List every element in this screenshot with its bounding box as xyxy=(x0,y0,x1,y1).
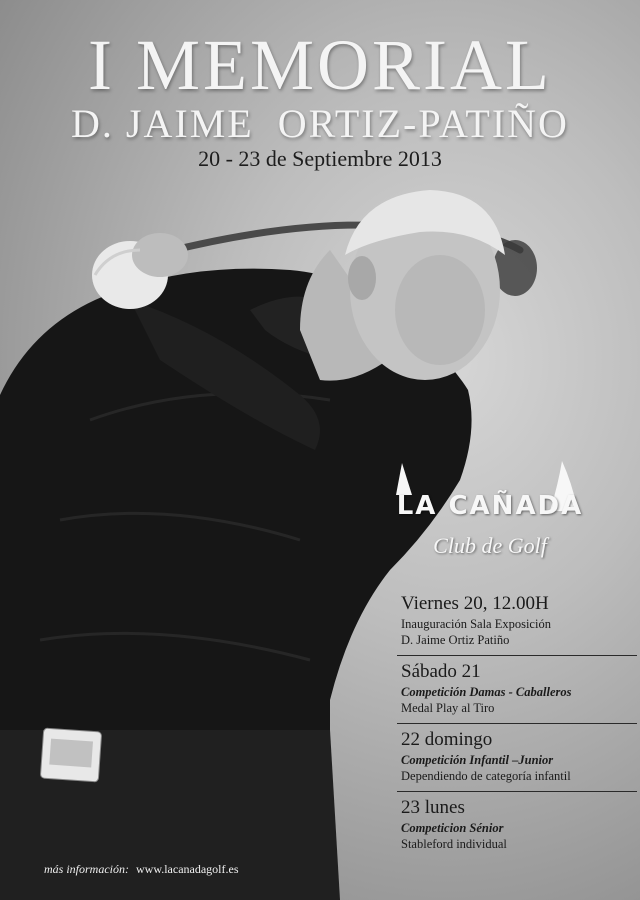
website-link[interactable]: www.lacanadagolf.es xyxy=(136,862,239,876)
event-day: Sábado 21 xyxy=(401,661,481,682)
more-info xyxy=(44,862,239,877)
event-detail: Stableford individual xyxy=(401,837,507,851)
title-honoree: D. JAIME ORTIZ-PATIÑO xyxy=(71,101,569,146)
event-detail: Competición Damas - Caballeros xyxy=(401,685,572,699)
event-day: Viernes 20, 12.00H xyxy=(401,593,549,614)
event-detail: Competicion Sénior xyxy=(401,821,504,835)
schedule xyxy=(397,588,637,859)
more-info-label: más información: xyxy=(44,862,129,876)
event-detail: Competición Infantil –Junior xyxy=(401,753,554,767)
club-logo xyxy=(390,455,590,575)
logo-name: LA CAÑADA xyxy=(396,491,584,521)
logo-subtitle: Club de Golf xyxy=(433,533,547,558)
schedule-item xyxy=(397,656,637,724)
schedule-item xyxy=(397,588,637,656)
event-dates: 20 - 23 de Septiembre 2013 xyxy=(198,146,442,171)
title-main: I MEMORIAL xyxy=(88,25,552,105)
event-detail: Inauguración Sala Exposición xyxy=(401,617,551,631)
event-day: 22 domingo xyxy=(401,729,493,750)
event-detail: Medal Play al Tiro xyxy=(401,701,495,715)
schedule-item xyxy=(397,724,637,792)
schedule-item xyxy=(397,792,637,859)
event-detail: D. Jaime Ortiz Patiño xyxy=(401,633,510,647)
event-detail: Dependiendo de categoría infantil xyxy=(401,769,571,783)
event-day: 23 lunes xyxy=(401,797,465,818)
